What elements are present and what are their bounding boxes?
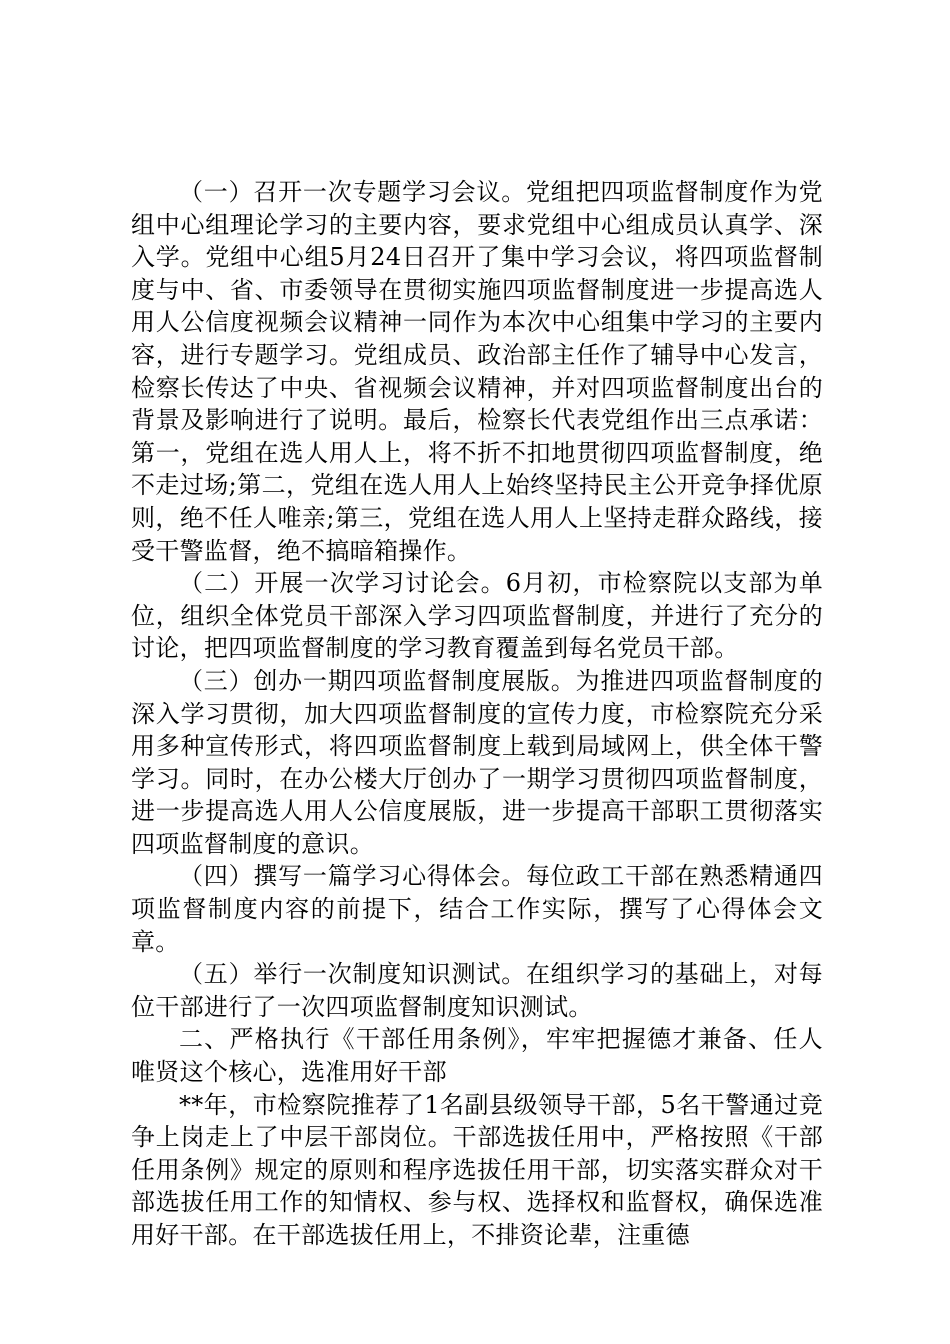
section-heading: 二、严格执行《干部任用条例》，牢牢把握德才兼备、任人唯贤这个核心，选准用好干部 xyxy=(131,1025,823,1087)
document-body xyxy=(131,176,823,1252)
paragraph-1: （一）召开一次专题学习会议。党组把四项监督制度作为党组中心组理论学习的主要内容，要求党组中心组成员认真学、深入学。党组中心组5月24日召开了集中学习会议，将四项监督制度与中、省、市委领导在贯彻实施四项监督制度进一步提高选人用人公信度视频会议精神一同作为本次中心组集中学习的主要内容，进行专题学习。党组成员、政治部主任作了辅导中心发言，检察长传达了中央、省视频会议精神，并对四项监督制度出台的背景及影响进行了说明。最后，检察长代表党组作出三点承诺：第一，党组在选人用人上，将不折不扣地贯彻四项监督制度，绝不走过场;第二，党组在选人用人上始终坚持民主公开竞争择优原则，绝不任人唯亲;第三，党组在选人用人上坚持走群众路线，接受干警监督，绝不搞暗箱操作。 xyxy=(131,178,823,565)
paragraph-5: （五）举行一次制度知识测试。在组织学习的基础上，对每位干部进行了一次四项监督制度知识测试。 xyxy=(131,960,823,1021)
paragraph-3: （三）创办一期四项监督制度展版。为推进四项监督制度的深入学习贯彻，加大四项监督制度的宣传力度，市检察院充分采用多种宣传形式，将四项监督制度上载到局域网上，供全体干警学习。同时，在办公楼大厅创办了一期学习贯彻四项监督制度，进一步提高选人用人公信度展版，进一步提高干部职工贯彻落实四项监督制度的意识。 xyxy=(131,666,823,858)
paragraph-2: （二）开展一次学习讨论会。6月初，市检察院以支部为单位，组织全体党员干部深入学习四项监督制度，并进行了充分的讨论，把四项监督制度的学习教育覆盖到每名党员干部。 xyxy=(131,569,823,663)
paragraph-6: **年，市检察院推荐了1名副县级领导干部，5名干警通过竞争上岗走上了中层干部岗位。干部选拔任用中，严格按照《干部任用条例》规定的原则和程序选拔任用干部，切实落实群众对干部选拔任用工作的知情权、参与权、选择权和监督权，确保选准用好干部。在干部选拔任用上，不排资论辈，注重德 xyxy=(131,1090,823,1249)
paragraph-4: （四）撰写一篇学习心得体会。每位政工干部在熟悉精通四项监督制度内容的前提下，结合工作实际，撰写了心得体会文章。 xyxy=(131,862,823,956)
